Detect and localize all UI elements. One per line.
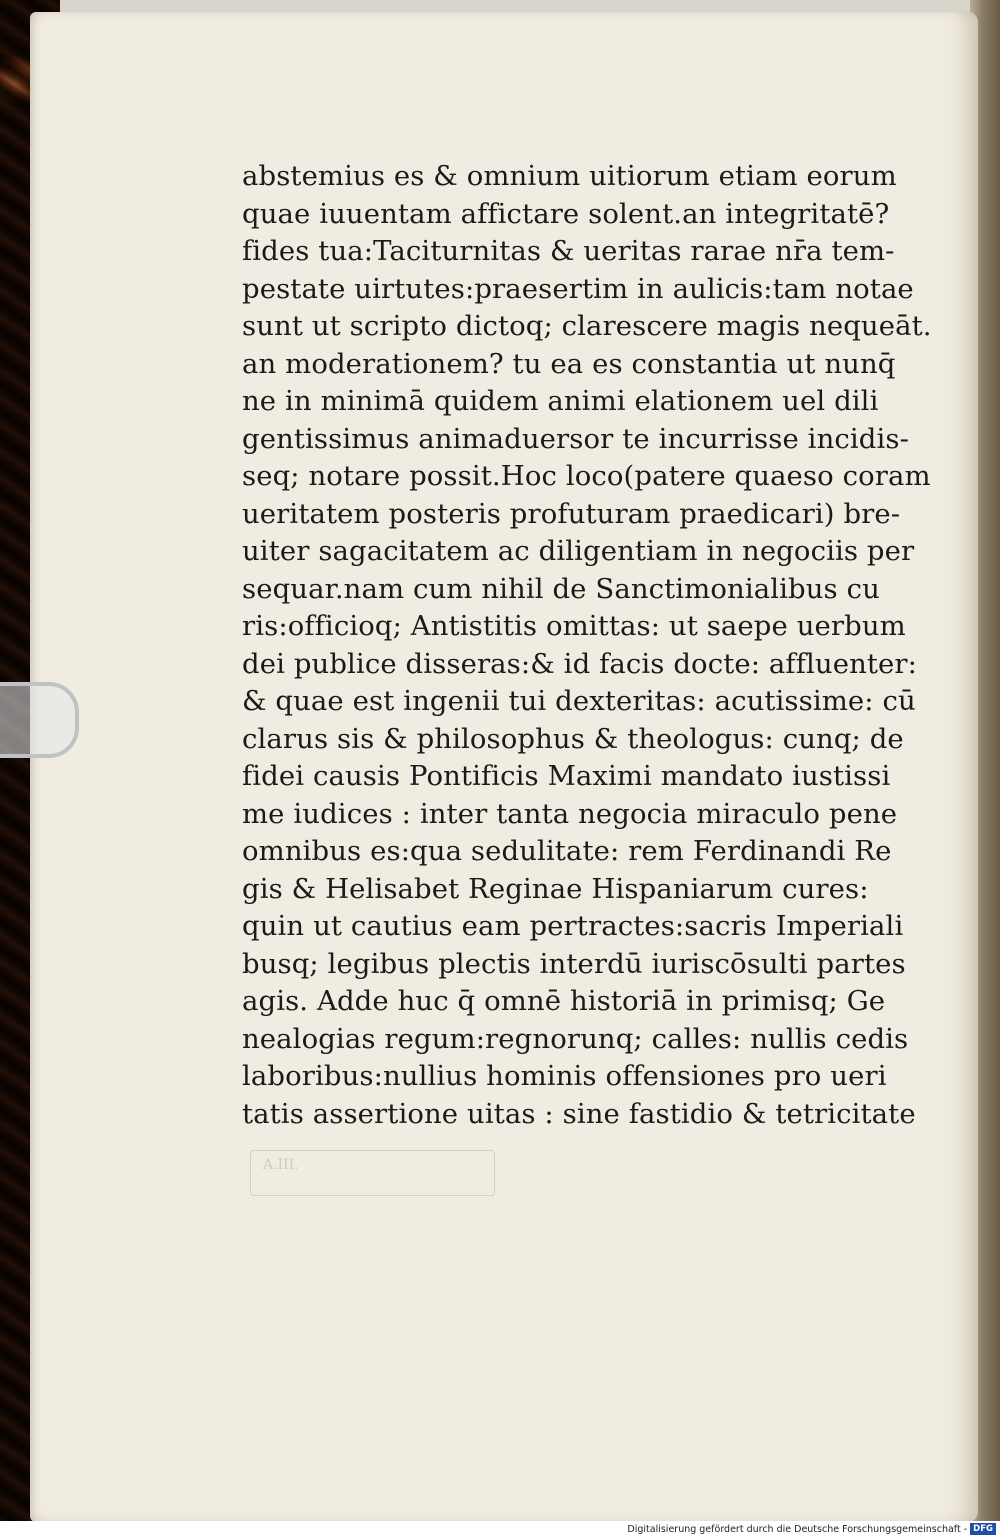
text-line: omnibus es:qua sedulitate: rem Ferdinandi Re [242,835,892,867]
text-line: seq; notare possit.Hoc loco(patere quaeso coram [242,460,931,492]
text-line: uiter sagacitatem ac diligentiam in negociis per [242,535,915,567]
text-line: agis. Adde huc q̄ omnē historiā in primisq; Ge [242,985,886,1017]
footer-bar [0,1521,1000,1537]
text-line: & quae est ingenii tui dexteritas: acutissime: cū [242,685,916,717]
text-line: me iudices : inter tanta negocia miraculo pene [242,797,898,830]
page-clip [0,682,79,758]
text-line: pestate uirtutes:praesertim in aulicis:tam notae [242,272,914,305]
text-line: ris:officioq; Antistitis omittas: ut saepe uerbum [242,610,906,642]
text-line: busq; legibus plectis interdū iuriscōsulti partes [242,947,906,980]
text-line: an moderationem? tu ea es constantia ut nunq̄ [242,347,896,380]
text-line: dei publice disseras:& id facis docte: affluenter: [242,647,918,680]
text-line: sequar.nam cum nihil de Sanctimonialibus cu [242,572,880,605]
text-line: tatis assertione uitas : sine fastidio & tetricitate [242,1097,916,1130]
footer-credit: Digitalisierung gefördert durch die Deutsche Forschungsgemeinschaft - [627,1523,968,1535]
text-line: fidei causis Pontificis Maximi mandato iustissi [242,760,891,792]
text-line: nealogias regum:regnorunq; calles: nullis cedis [242,1022,909,1055]
text-line: laboribus:nullius hominis offensiones pro ueri [242,1060,887,1092]
text-line: ueritatem posteris profuturam praedicari) bre- [242,497,901,530]
text-line: fides tua:Taciturnitas & ueritas rarae nr̄a tem- [242,235,895,267]
faded-stamp: A.III. [250,1150,495,1196]
text-line: abstemius es & omnium uitiorum etiam eorum [242,160,897,192]
text-line: sunt ut scripto dictoq; clarescere magis nequeāt. [242,310,932,342]
text-line: quae iuuentam affictare solent.an integritatē? [242,197,890,230]
dfg-logo-icon: DFG [970,1523,996,1535]
text-line: quin ut cautius eam pertractes:sacris Imperiali [242,910,904,942]
text-block [242,158,932,1133]
text-line: gis & Helisabet Reginae Hispaniarum cures: [242,872,869,905]
text-line: gentissimus animaduersor te incurrisse incidis- [242,422,909,455]
text-line: clarus sis & philosophus & theologus: cunq; de [242,722,904,755]
text-line: ne in minimā quidem animi elationem uel dili [242,385,879,417]
